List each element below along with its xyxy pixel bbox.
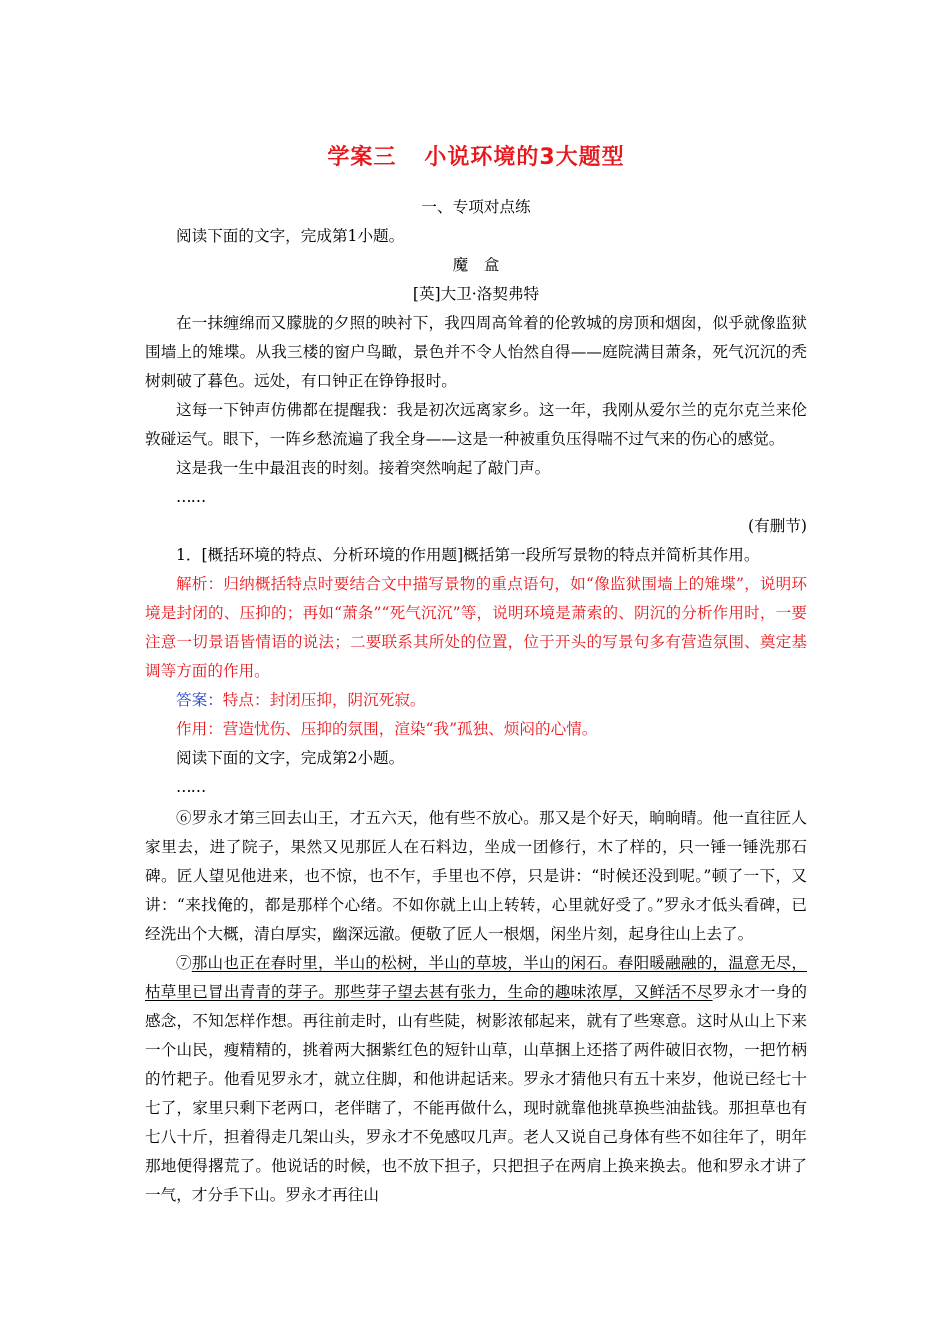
- question-1: 1．[概括环境的特点、分析环境的作用题]概括第一段所写景物的特点并简析其作用。: [176, 546, 760, 564]
- story2-paragraph-6: ⑥罗永才第三回去山王，才五六天，他有些不放心。那又是个好天，晌晌晴。他一直往匠人家里去，进了院子，果然又见那匠人在石料边，坐成一团修行，木了样的，只一锤一锤洗那石碑。匠人望见他进来，也不惊，也不乍，手里也不停，只是讲：“时候还没到呢。”顿了一下，又讲：“来找俺的，都是那样个心绪。不如你就上山上转转，心里就好受了。”罗永才低头看碑，已经洗出个大概，清白厚实，幽深远澈。便敬了匠人一根烟，闲坐片刻，起身往山上去了。: [145, 809, 807, 943]
- analysis-label: 解析：: [176, 575, 224, 593]
- document-page: [145, 140, 807, 1210]
- paragraph-7-number: ⑦: [176, 954, 192, 972]
- answer-line-1: 特点：封闭压抑，阴沉死寂。: [222, 691, 426, 709]
- instruction-1: 阅读下面的文字，完成第1小题。: [176, 227, 405, 245]
- title-part1: 学案三: [327, 145, 397, 170]
- answer-1: [145, 686, 807, 715]
- ellipsis: ……: [176, 488, 206, 506]
- section-heading: 一、专项对点练: [421, 198, 531, 216]
- story-paragraph-3: 这是我一生中最沮丧的时刻。接着突然响起了敲门声。: [176, 459, 551, 477]
- story-paragraph-2: 这每一下钟声仿佛都在提醒我：我是初次远离家乡。这一年，我刚从爱尔兰的克尔克兰来伦敦碰运气。眼下，一阵乡愁流遍了我全身——这是一种被重负压得喘不过气来的伤心的感觉。: [145, 401, 807, 448]
- underlined-passage: 那山也正在春时里，半山的松树，半山的草坡，半山的闲石。春阳暖融融的，温意无尽，枯草里已冒出青青的芽子。那些芽子望去甚有张力，生命的趣味浓厚，又鲜活不尽: [145, 954, 807, 1001]
- paragraph-7-rest: 罗永才一身的感念，不知怎样作想。再往前走时，山有些陡，树影浓郁起来，就有了些寒意。这时从山上下来一个山民，瘦精精的，挑着两大捆紫红色的短针山草，山草捆上还搭了两件破旧衣物，一把竹柄的竹耙子。他看见罗永才，就立住脚，和他讲起话来。罗永才猜他只有五十来岁，他说已经七十七了，家里只剩下老两口，老伴瞎了，不能再做什么，现时就靠他挑草换些油盐钱。那担草也有七八十斤，担着得走几架山头，罗永才不免感叹几声。老人又说自己身体有些不如往年了，明年那地便得撂荒了。他说话的时候，也不放下担子，只把担子在两肩上换来换去。他和罗永才讲了一气，才分手下山。罗永才再往山: [145, 983, 807, 1204]
- story-paragraph-1: 在一抹缠绵而又朦胧的夕照的映衬下，我四周高耸着的伦敦城的房顶和烟囱，似乎就像监狱围墙上的雉堞。从我三楼的窗户鸟瞰，景色并不令人怡然自得——庭院满目萧条，死气沉沉的秃树刺破了暮色。远处，有口钟正在铮铮报时。: [145, 314, 807, 390]
- instruction-2: 阅读下面的文字，完成第2小题。: [176, 749, 405, 767]
- page-title: [145, 140, 807, 171]
- abridged-note: (有删节): [748, 517, 807, 535]
- title-part2: 小说环境的3大题型: [424, 145, 625, 170]
- answer-label: 答案：: [176, 691, 223, 709]
- answer-line-2: 作用：营造忧伤、压抑的氛围，渲染“我”孤独、烦闷的心情。: [176, 720, 598, 738]
- story2-paragraph-7: [145, 949, 807, 1210]
- story-title: 魔 盒: [452, 256, 500, 274]
- analysis-1: [145, 570, 807, 686]
- ellipsis-2: ……: [176, 778, 206, 796]
- story-author: [英]大卫·洛契弗特: [412, 285, 540, 303]
- analysis-text: 归纳概括特点时要结合文中描写景物的重点语句，如“像监狱围墙上的雉堞”，说明环境是封闭的、压抑的；再如“萧条”“死气沉沉”等，说明环境是萧索的、阴沉的分析作用时，一要注意一切景语皆情语的说法；二要联系其所处的位置，位于开头的写景句多有营造氛围、奠定基调等方面的作用。: [145, 575, 807, 680]
